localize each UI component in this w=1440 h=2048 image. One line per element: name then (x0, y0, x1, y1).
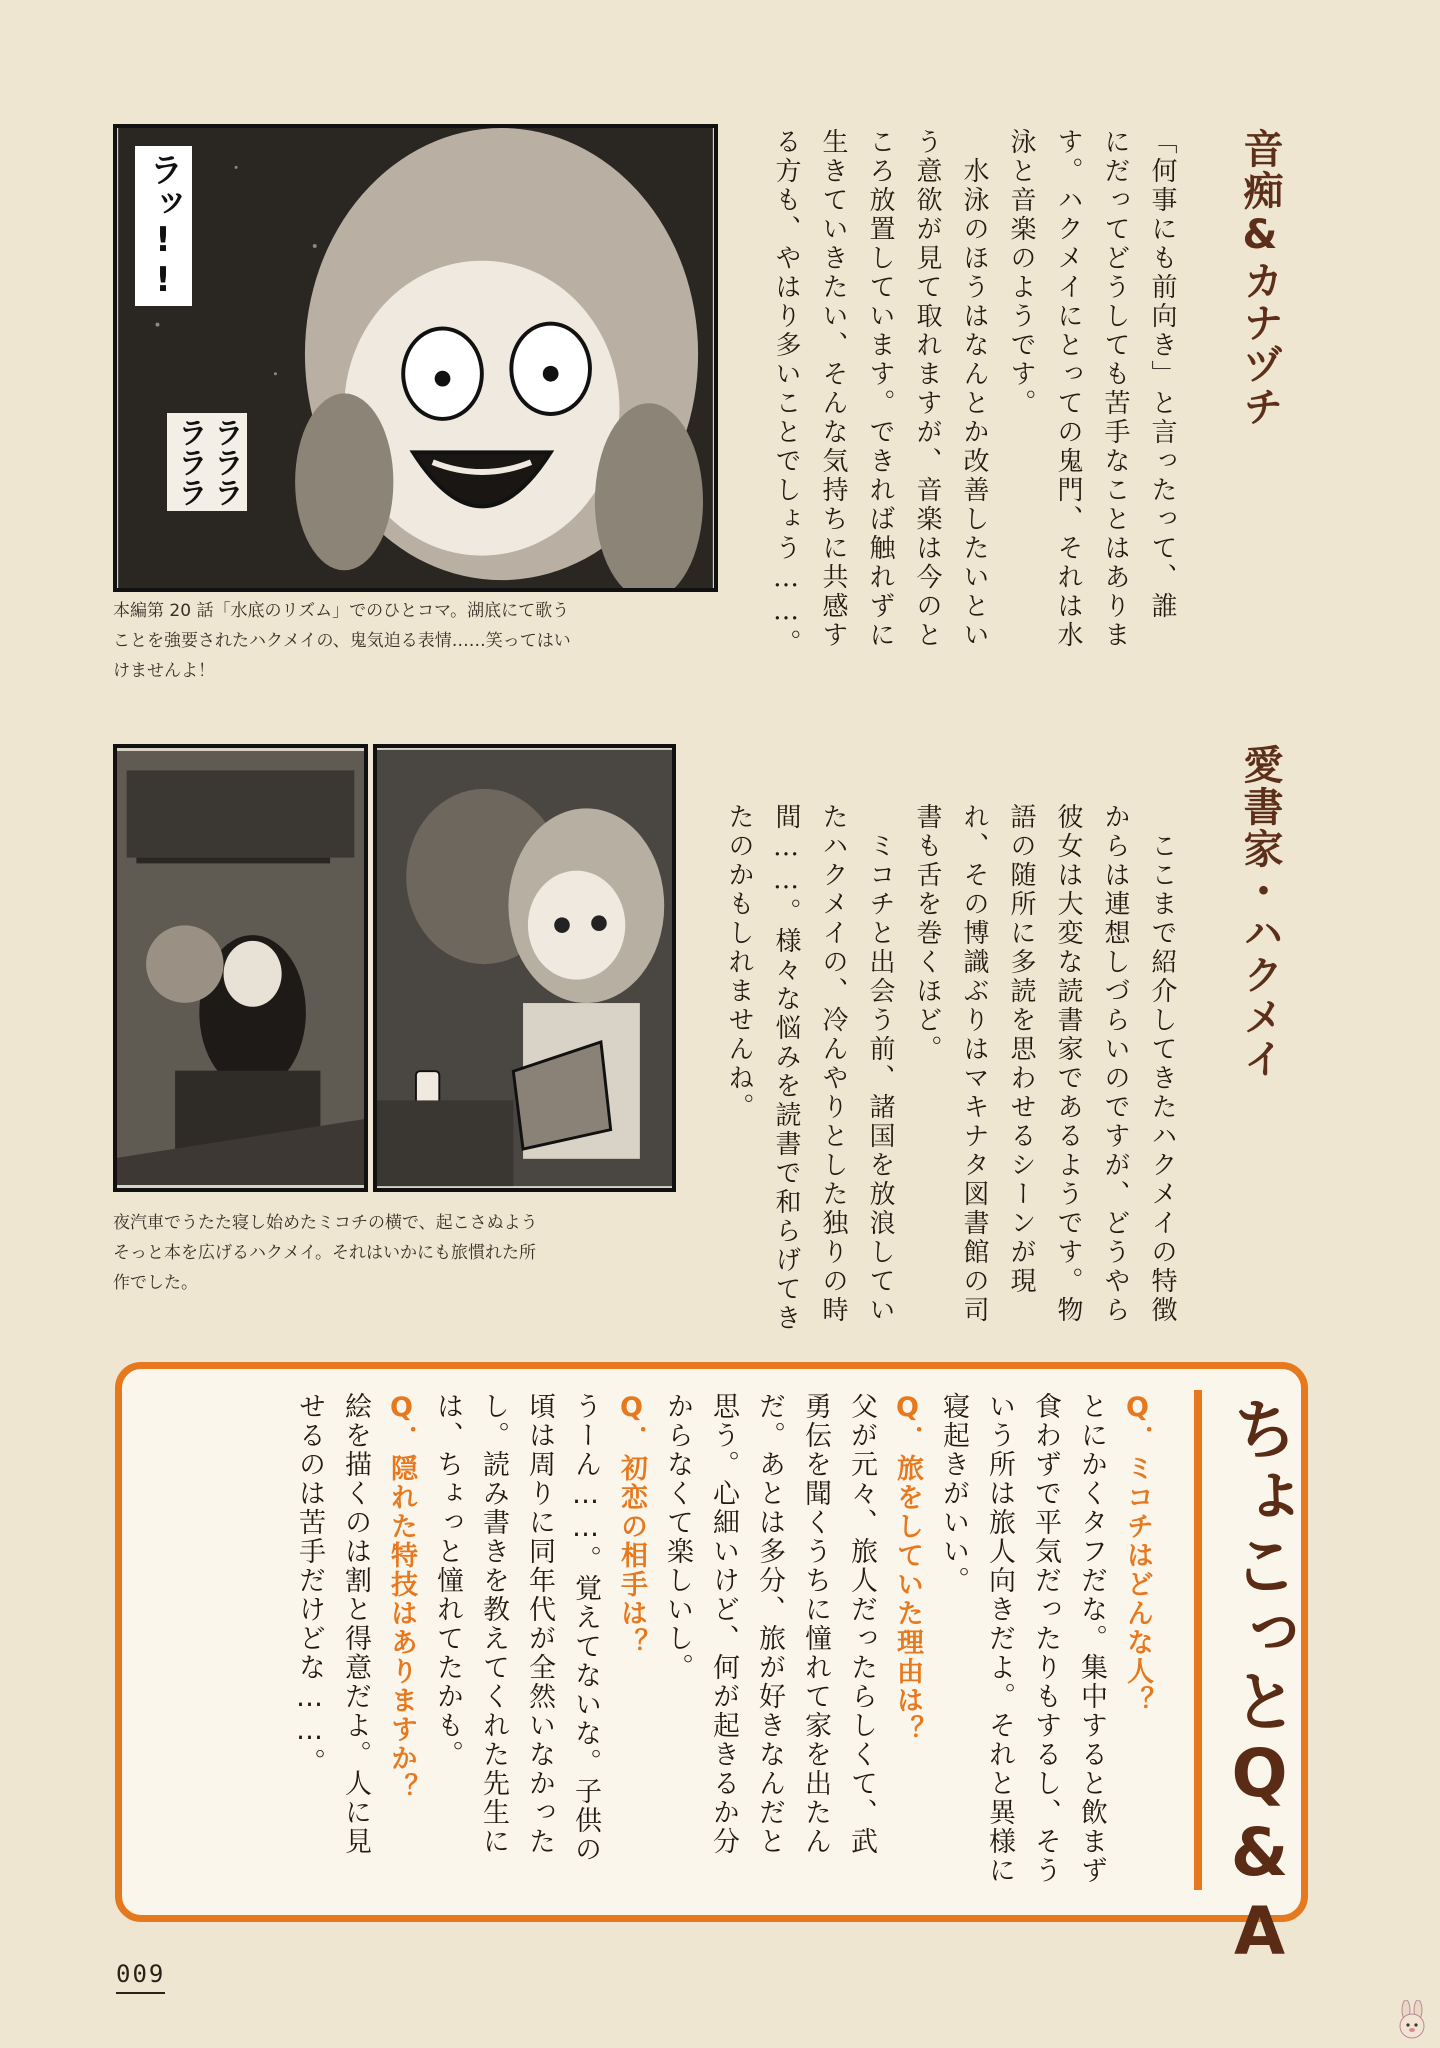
qa-answer-3: うーん……。覚えてないな。子供の 頃は周りに同年代が全然いなかった し。読み書きを教えてくれた先生に は、ちょっと憧れてたかも。 (432, 1392, 601, 1864)
qa-item (424, 1392, 654, 1864)
qa-title-accent-bar (1194, 1390, 1202, 1890)
qa-answer-1: とにかくタフだな。集中すると飲まず 食わずで平気だったりもするし、そう いう所は旅人向きだよ。それと異様に 寝起きがいい。 (938, 1392, 1107, 1885)
section-body-aishoka: ここまで紹介してきたハクメイの特徴 からは連想しづらいのですが、どうやら 彼女は大変な読書家であるようです。物 語の随所に多読を思わせるシーンが現 れ、その博識ぶりはマキナタ図書館の司 書も舌を巻くほど。 ミコチと出会う前、諸国を放浪してい たハクメイの、冷んやりとした独りの時 間……。様々な悩みを読書で和らげてき たのかもしれませんね。 (724, 803, 1177, 1333)
panel-caption-train (113, 1208, 713, 1298)
caption-text: 夜汽車でうたた寝し始めたミコチの横で、起こさぬよう そっと本を広げるハクメイ。それはいかにも旅慣れた所 作でした。 (113, 1213, 538, 1293)
sleeping-mikochi-illustration (117, 748, 364, 1188)
qa-item (286, 1392, 424, 1856)
qa-question-1: Q．ミコチはどんな人？ (1122, 1392, 1153, 1715)
panel-caption-singing (113, 596, 723, 686)
qa-item (654, 1392, 930, 1856)
manga-panel-train-right (373, 744, 676, 1192)
page-number: 009 (116, 1960, 165, 1994)
caption-text: 本編第 20 話「水底のリズム」でのひとコマ。湖底にて歌う ことを強要されたハクメイの、鬼気迫る表情……笑ってはい けませんよ！ (113, 601, 571, 681)
qa-question-2: Q．旅をしていた理由は？ (892, 1392, 923, 1744)
sfx-text-1: ラッ!! (135, 146, 192, 306)
qa-item (930, 1392, 1160, 1885)
section-body-onchi: 「何事にも前向き」と言ったって、誰 にだってどうしても苦手なことはありま す。ハクメイにとっての鬼門、それは水 泳と音楽のようです。 水泳のほうはなんとか改善したいとい う意欲が見て取れますが、音楽は今のと ころ放置しています。できれば触れずに 生きていきたい、そんな気持ちに共感す る方も、やはり多いことでしょう……。 (771, 128, 1177, 658)
sfx-text-2: ラララ ラララ (167, 413, 247, 511)
rabbit-mascot-icon (1392, 2000, 1432, 2040)
singing-illustration (117, 128, 714, 588)
section-heading-onchi: 音痴&カナヅチ (1237, 128, 1283, 428)
manga-panel-train-left (113, 744, 368, 1192)
reading-hakumei-illustration (377, 748, 672, 1188)
qa-question-3: Q．初恋の相手は？ (616, 1392, 647, 1657)
qa-answer-2: 父が元々、旅人だったらしくて、武 勇伝を聞くうちに憧れて家を出たん だ。あとは多分、旅が好きなんだと 思う。心細いけど、何が起きるか分 からなくて楽しいし。 (662, 1392, 877, 1856)
qa-title: ちょこっとQ&A (1221, 1395, 1298, 1972)
qa-content (280, 1392, 1160, 1892)
section-heading-aishoka: 愛書家・ハクメイ (1237, 744, 1283, 1080)
manga-panel-singing (113, 124, 718, 592)
qa-answer-4: 絵を描くのは割と得意だよ。人に見 せるのは苦手だけどな……。 (294, 1392, 371, 1856)
qa-question-4: Q．隠れた特技はありますか？ (386, 1392, 417, 1802)
